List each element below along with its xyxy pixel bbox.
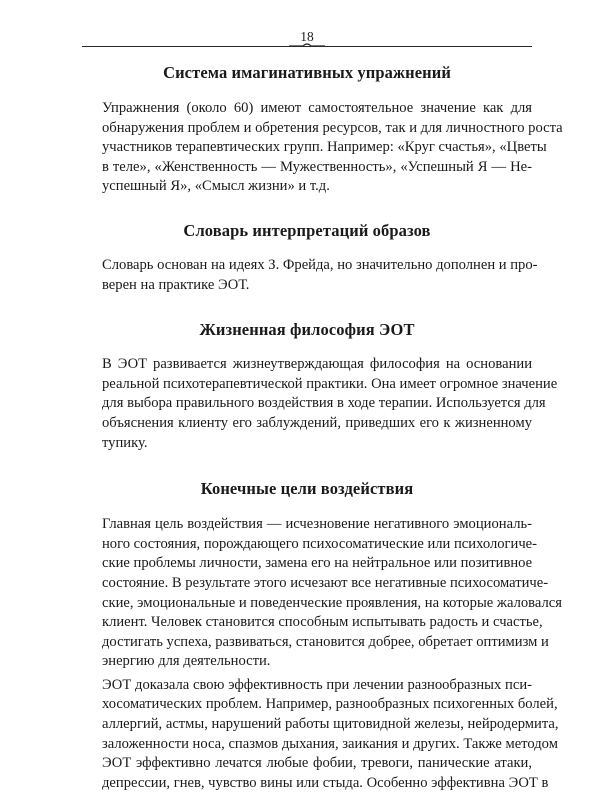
page-content — [82, 60, 563, 793]
text-line: энергию для деятельности. — [102, 653, 271, 670]
text-line: Упражнения (около 60) имеют самостоятельное значение как для — [102, 100, 532, 116]
text-line: в теле», «Женственность — Мужественность», «Успешный Я — Не- — [102, 158, 532, 175]
section-title: Жизненная философия ЭОТ — [199, 320, 415, 340]
text-line: В ЭОТ развивается жизнеутверждающая философия на основании — [102, 356, 532, 373]
paragraph — [82, 99, 563, 197]
text-line: клиент. Человек становится способным испытывать радость и счастье, — [102, 614, 543, 631]
rule-ornament-icon — [289, 42, 325, 50]
text-line: успешный Я», «Смысл жизни» и т.д. — [102, 178, 330, 195]
text-line: для выбора правильного воздействия в ходе терапии. Используется для — [102, 395, 546, 412]
text-line: заложенности носа, спазмов дыхания, заикания и других. Также методом — [102, 735, 558, 752]
text-line: хосоматических проблем. Например, разнообразных психогенных болей, — [102, 696, 558, 713]
text-line: объяснения клиенту его заблуждений, приведших его к жизненному — [102, 414, 532, 431]
page-number: 18 — [300, 29, 314, 44]
paragraph — [82, 355, 558, 453]
paragraph — [82, 676, 559, 793]
section-title: Словарь интерпретаций образов — [183, 220, 431, 240]
text-line: достигать успеха, развиваться, становится добрее, обретает оптимизм и — [102, 633, 549, 650]
text-line: тупику. — [102, 434, 148, 451]
text-line: Словарь основан на идеях З. Фрейда, но значительно дополнен и про- — [102, 256, 538, 273]
text-line: ЭОТ эффективно лечатся любые фобии, тревоги, панические атаки, — [102, 755, 532, 772]
text-line: депрессии, гнев, чувство вины или стыда. Особенно эффективна ЭОТ в — [102, 774, 549, 791]
text-line: Главная цель воздействия — исчезновение негативного эмоциональ- — [102, 516, 532, 533]
text-line: аллергий, астмы, нарушений работы щитовидной железы, нейродермита, — [102, 716, 559, 733]
text-line: участников терапевтических групп. Например: «Круг счастья», «Цветы — [102, 139, 547, 156]
text-line: верен на практике ЭОТ. — [102, 276, 250, 293]
text-line: ские, эмоциональные и поведенческие проявления, на которые жаловался — [102, 594, 562, 611]
text-line: состояние. В результате этого исчезают все негативные психосоматиче- — [102, 574, 549, 591]
page-header — [82, 29, 532, 53]
text-line: реальной психотерапевтической практики. Она имеет огромное значение — [102, 375, 558, 392]
text-line: обнаружения проблем и обретения ресурсов, так и для личностного роста — [102, 119, 563, 136]
section-title: Конечные цели воздействия — [200, 479, 414, 499]
text-line: ские проблемы личности, замена его на нейтральное или позитивное — [102, 555, 533, 572]
paragraph — [82, 256, 538, 295]
text-line: ного состояния, порождающего психосоматические или психологиче- — [102, 535, 537, 552]
section-title: Система имагинативных упражнений — [163, 63, 451, 82]
paragraph — [82, 515, 562, 672]
text-line: ЭОТ доказала свою эффективность при лечении разнообразных пси- — [102, 676, 532, 693]
